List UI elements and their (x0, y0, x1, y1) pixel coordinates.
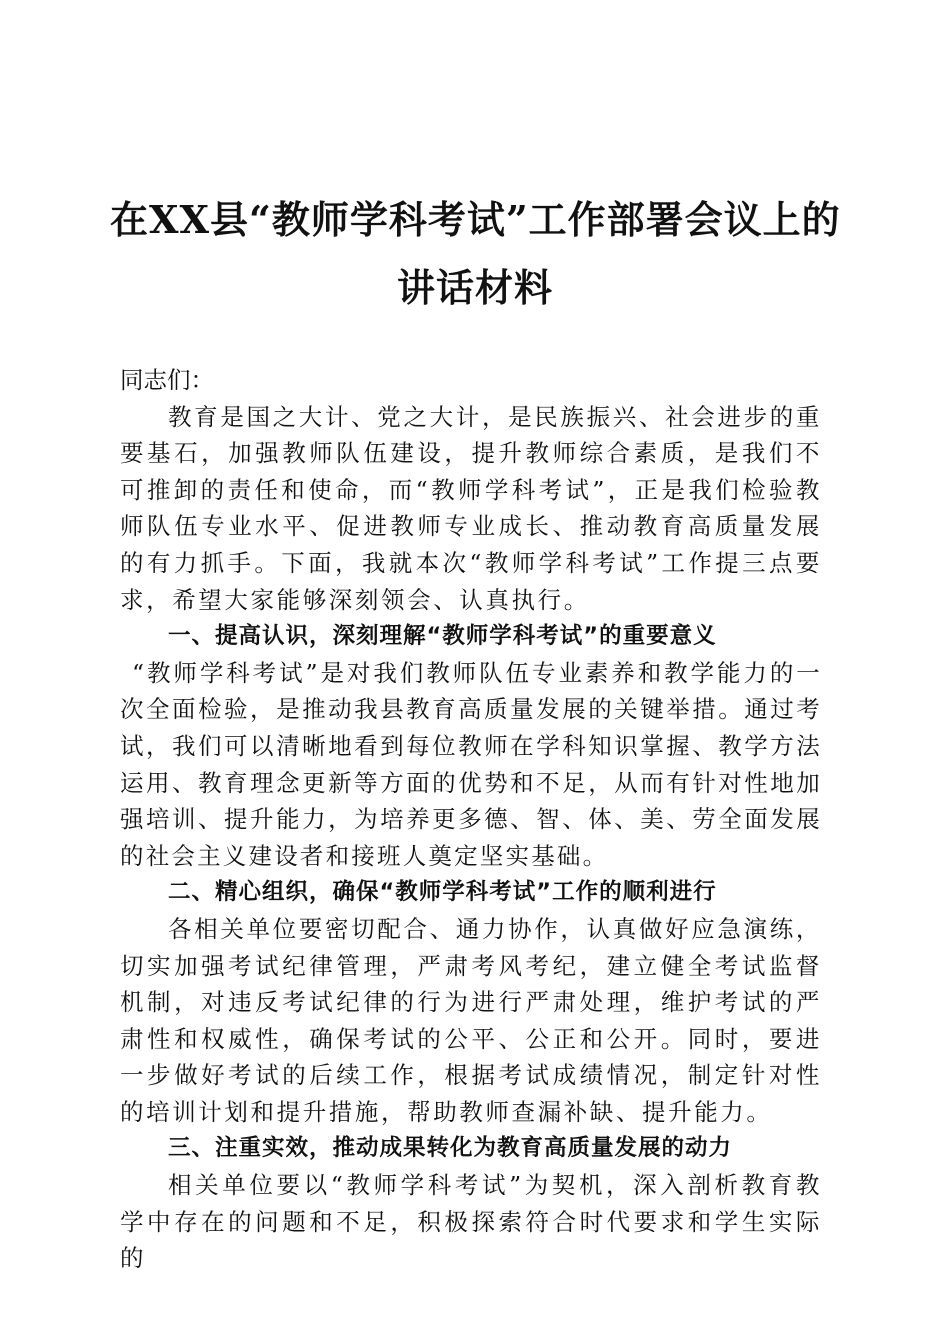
document-title-line-1: 在XX县“教师学科考试”工作部署会议上的 (110, 197, 841, 242)
section-1-paragraph: “教师学科考试”是对我们教师队伍专业素养和教学能力的一次全面检验，是推动我县教育高质量发展的关键举措。通过考试，我们可以清晰地看到每位教师在学科知识掌握、教学方法运用、教育理念更新等方面的优势和不足，从而有针对性地加强培训、提升能力，为培养更多德、智、体、美、劳全面发展的社会主义建设者和接班人奠定坚实基础。 (120, 658, 822, 870)
document-title-line-2: 讲话材料 (396, 265, 553, 310)
salutation: 同志们： (120, 366, 214, 394)
section-2-heading: 二、精心组织，确保“教师学科考试”工作的顺利进行 (168, 879, 717, 906)
document-body (120, 362, 822, 1277)
intro-paragraph: 教育是国之大计、党之大计，是民族振兴、社会进步的重要基石，加强教师队伍建设，提升教师综合素质，是我们不可推卸的责任和使命，而“教师学科考试”，正是我们检验教师队伍专业水平、促进教师专业成长、推动教育高质量发展的有力抓手。下面，我就本次“教师学科考试”工作提三点要求，希望大家能够深刻领会、认真执行。 (120, 402, 822, 614)
section-3-heading: 三、注重实效，推动成果转化为教育高质量发展的动力 (168, 1135, 733, 1162)
section-1-heading: 一、提高认识，深刻理解“教师学科考试”的重要意义 (168, 623, 717, 650)
section-3-paragraph: 相关单位要以“教师学科考试”为契机，深入剖析教育教学中存在的问题和不足，积极探索符合时代要求和学生实际的 (120, 1171, 822, 1273)
section-2-paragraph: 各相关单位要密切配合、通力协作，认真做好应急演练，切实加强考试纪律管理，严肃考风考纪，建立健全考试监督机制，对违反考试纪律的行为进行严肃处理，维护考试的严肃性和权威性，确保考试的公平、公正和公开。同时，要进一步做好考试的后续工作，根据考试成绩情况，制定针对性的培训计划和提升措施，帮助教师查漏补缺、提升能力。 (120, 914, 822, 1126)
